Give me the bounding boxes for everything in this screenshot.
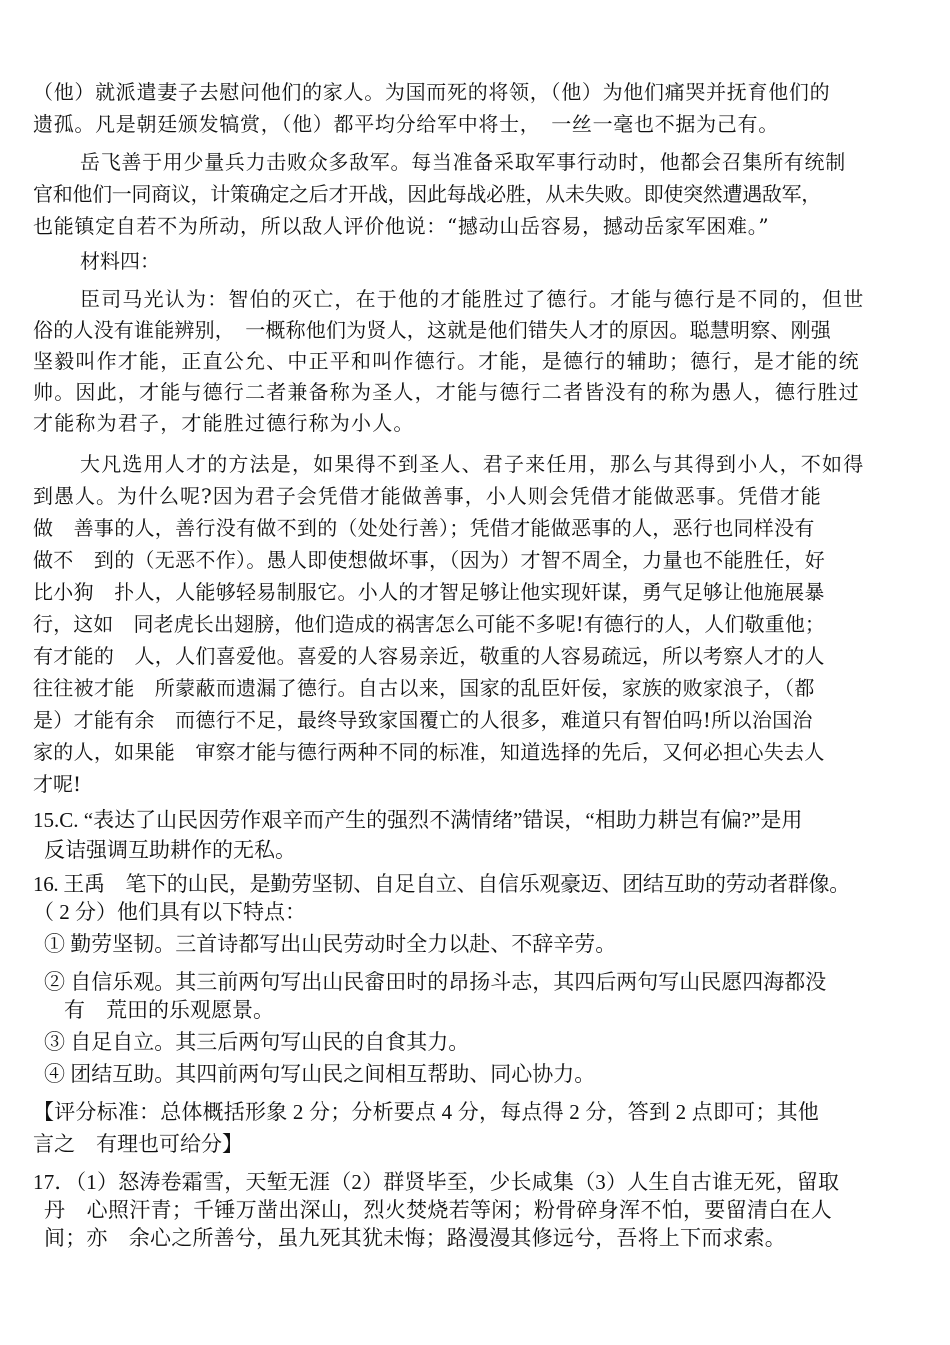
material4-p2-line-7: 有才能的 人，人们喜爱他。喜爱的人容易亲近，敬重的人容易疏远，所以考察人才的人: [33, 644, 825, 668]
material4-heading: 材料四：: [80, 249, 160, 273]
material3-line-4: 官和他们一同商议，计策确定之后才开战，因此每战必胜，从未失败。即使突然遭遇敌军，: [33, 182, 821, 206]
scoring-line-1: 【评分标准：总体概括形象 2 分；分析要点 4 分，每点得 2 分，答到 2 点即可；其他: [33, 1100, 819, 1124]
answer-16-point-3: ③ 自足自立。其三后两句写山民的自食其力。: [44, 1030, 470, 1054]
material4-p1-line-3: 坚毅叫作才能，正直公允、中正平和叫作德行。才能，是德行的辅助；德行，是才能的统: [33, 349, 860, 373]
material4-p2-line-5: 比小狗 扑人，人能够轻易制服它。小人的才智足够让他实现奸谋，勇气足够让他施展暴: [33, 580, 825, 604]
material3-line-5: 也能镇定自若不为所动，所以敌人评价他说：“撼动山岳容易，撼动岳家军困难。”: [33, 214, 770, 238]
material4-p2-line-2: 到愚人。为什么呢?因为君子会凭借才能做善事，小人则会凭借才能做恶事。凭借才能: [33, 484, 822, 508]
answer-15-line-2: 反诘强调互助耕作的无私。: [44, 838, 296, 862]
material4-p1-line-2: 俗的人没有谁能辨别， 一概称他们为贤人，这就是他们错失人才的原因。聪慧明察、刚强: [33, 318, 831, 342]
answer-15-line-1: 15.C. “表达了山民因劳作艰辛而产生的强烈不满情绪”错误，“相助力耕岂有偏?”是用: [33, 808, 803, 832]
scoring-line-2: 言之 有理也可给分】: [33, 1132, 243, 1156]
answer-16-point-1: ① 勤劳坚韧。三首诗都写出山民劳动时全力以赴、不辞辛劳。: [44, 932, 617, 956]
material4-p2-line-1: 大凡选用人才的方法是，如果得不到圣人、君子来任用，那么与其得到小人，不如得: [80, 452, 865, 476]
material4-p2-line-3: 做 善事的人，善行没有做不到的（处处行善）；凭借才能做恶事的人，恶行也同样没有: [33, 516, 815, 540]
answer-16-line-2: （ 2 分）他们具有以下特点：: [33, 900, 306, 924]
answer-17-line-2: 丹 心照汗青；千锤万凿出深山，烈火焚烧若等闲；粉骨碎身浑不怕，要留清白在人: [44, 1198, 833, 1222]
material3-line-2: 遗孤。凡是朝廷颁发犒赏，（他）都平均分给军中将士， 一丝一毫也不据为己有。: [33, 112, 779, 136]
answer-17-line-3: 间；亦 余心之所善兮，虽九死其犹未悔；路漫漫其修远兮，吾将上下而求索。: [44, 1226, 786, 1250]
answer-16-line-1: 16. 王禹 笔下的山民，是勤劳坚韧、自足自立、自信乐观豪迈、团结互助的劳动者群像。: [33, 872, 850, 896]
material4-p2-line-10: 家的人，如果能 审察才能与德行两种不同的标准，知道选择的先后，又何必担心失去人: [33, 740, 825, 764]
material3-line-3: 岳飞善于用少量兵力击败众多敌军。每当准备采取军事行动时，他都会召集所有统制: [80, 150, 846, 174]
answer-16-point-2: ② 自信乐观。其三前两句写出山民畲田时的昂扬斗志，其四后两句写山民愿四海都没: [44, 970, 827, 994]
answer-16-point-2-cont: 有 荒田的乐观愿景。: [64, 998, 274, 1022]
material4-p1-line-4: 帅。因此，才能与德行二者兼备称为圣人，才能与德行二者皆没有的称为愚人，德行胜过: [33, 380, 860, 404]
material4-p2-line-8: 往往被才能 所蒙蔽而遗漏了德行。自古以来，国家的乱臣奸佞，家族的败家浪子，（都: [33, 676, 815, 700]
material4-p2-line-9: 是）才能有余 而德行不足，最终导致家国覆亡的人很多，难道只有智伯吗!所以治国治: [33, 708, 813, 732]
material4-p2-line-6: 行，这如 同老虎长出翅膀，他们造成的祸害怎么可能不多呢!有德行的人，人们敬重他；: [33, 612, 826, 636]
material4-p1-line-5: 才能称为君子，才能胜过德行称为小人。: [33, 411, 415, 435]
material4-p2-line-4: 做不 到的（无恶不作）。愚人即使想做坏事，（因为）才智不周全，力量也不能胜任，好: [33, 548, 825, 572]
answer-16-point-4: ④ 团结互助。其四前两句写山民之间相互帮助、同心协力。: [44, 1062, 596, 1086]
material3-line-1: （他）就派遣妻子去慰问他们的家人。为国而死的将领，（他）为他们痛哭并抚育他们的: [33, 80, 831, 104]
material4-p2-line-11: 才呢!: [33, 772, 82, 796]
material4-p1-line-1: 臣司马光认为：智伯的灭亡，在于他的才能胜过了德行。才能与德行是不同的，但世: [80, 287, 865, 311]
answer-17-line-1: 17．（1）怒涛卷霜雪，天堑无涯（2）群贤毕至，少长咸集（3）人生自古谁无死，留取: [33, 1170, 840, 1194]
